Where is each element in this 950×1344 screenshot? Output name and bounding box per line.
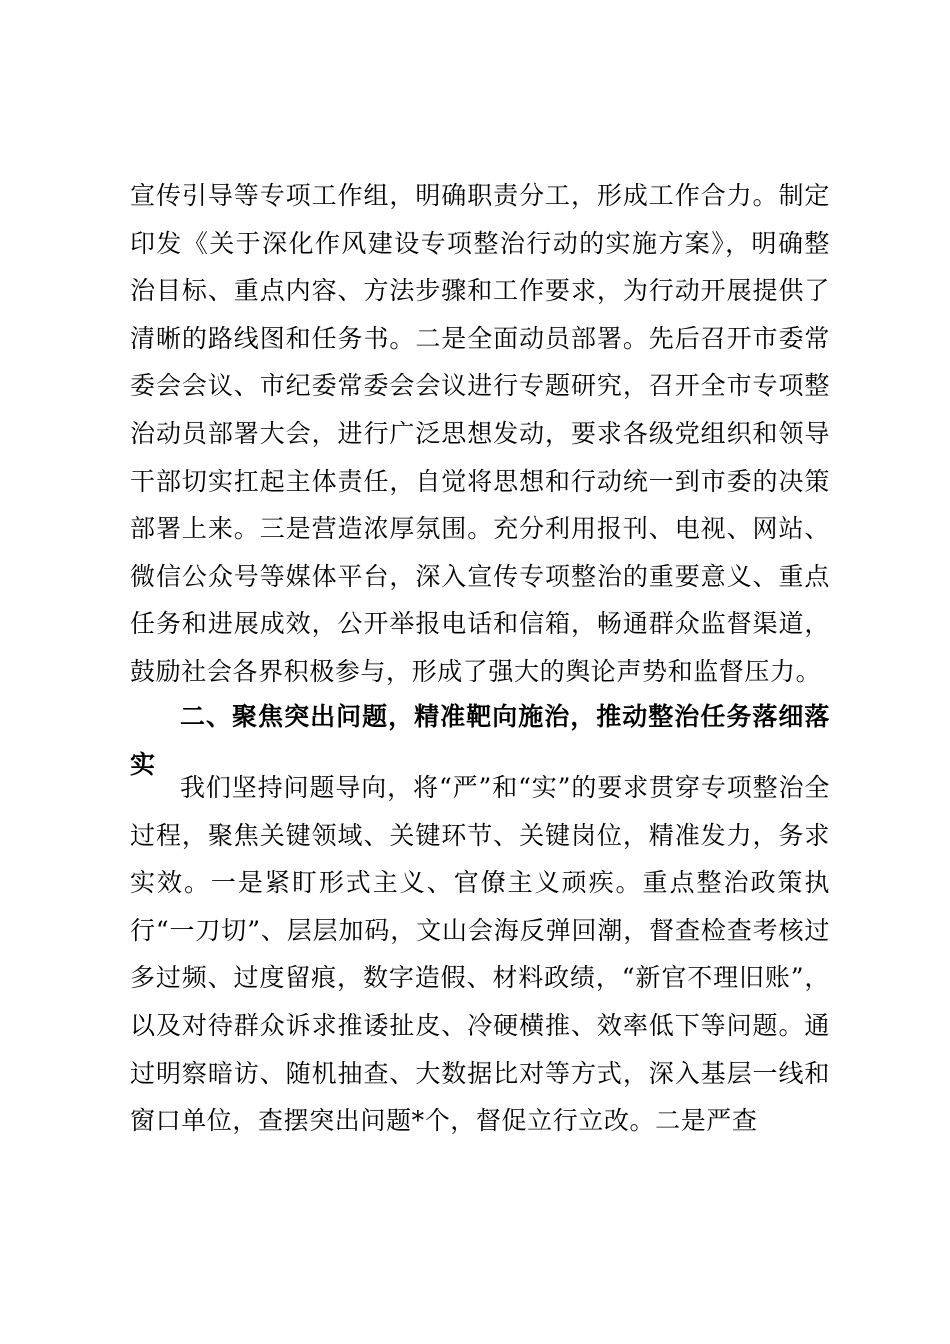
body-paragraph: 我们坚持问题导向，将“严”和“实”的要求贯穿专项整治全过程，聚焦关键领域、关键环节、关键岗位，精准发力，务求实效。一是紧盯形式主义、官僚主义顽疾。重点整治政策执行“一刀切”、层层加码，文山会海反弹回潮，督查检查考核过多过频、过度留痕，数字造假、材料政绩，“新官不理旧账”，以及对待群众诉求推诿扯皮、冷硬横推、效率低下等问题。通过明察暗访、随机抽查、大数据比对等方式，深入基层一线和窗口单位，查摆突出问题*个，督促立行立改。二是严查 [130, 773, 830, 1136]
continued-paragraph: 宣传引导等专项工作组，明确职责分工，形成工作合力。制定印发《关于深化作风建设专项整治行动的实施方案》，明确整治目标、重点内容、方法步骤和工作要求，为行动开展提供了清晰的路线图和任务书。二是全面动员部署。先后召开市委常委会会议、市纪委常委会会议进行专题研究，召开全市专项整治动员部署大会，进行广泛思想发动，要求各级党组织和领导干部切实扛起主体责任，自觉将思想和行动统一到市委的决策部署上来。三是营造浓厚氛围。充分利用报刊、电视、网站、微信公众号等媒体平台，深入宣传专项整治的重要意义、重点任务和进展成效，公开举报电话和信箱，畅通群众监督渠道，鼓励社会各界积极参与，形成了强大的舆论声势和监督压力。 [130, 181, 830, 686]
section-heading: 二、聚焦突出问题，精准靶向施治，推动整治任务落细落实 [130, 702, 830, 779]
